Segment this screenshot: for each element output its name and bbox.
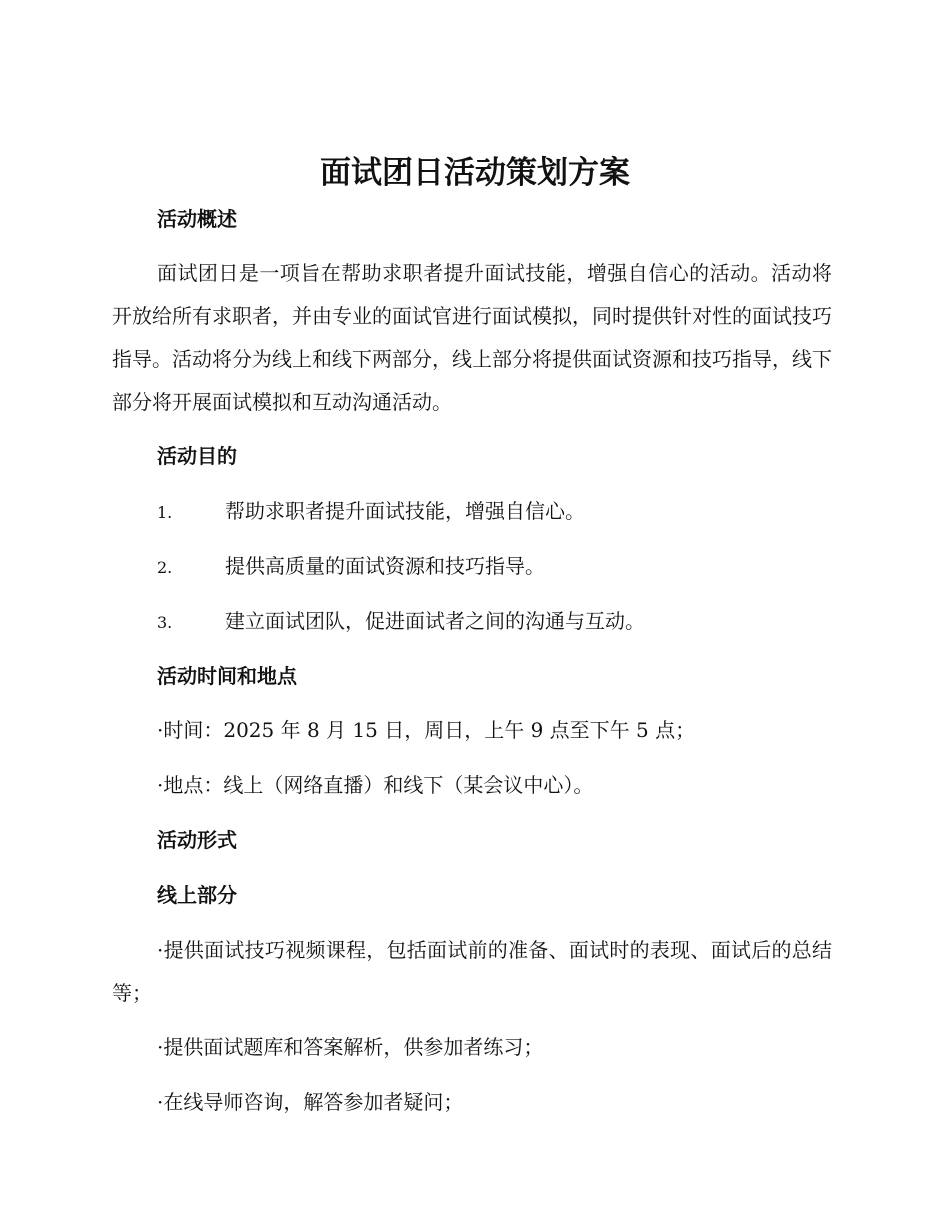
online-item-text: 在线导师咨询，解答参加者疑问； [163,1090,464,1114]
list-number: 1. [157,503,173,522]
purpose-list-item [157,607,645,637]
list-number: 2. [157,558,173,577]
list-number: 3. [157,613,173,632]
document-title: 面试团日活动策划方案 [320,155,630,191]
list-item-text: 帮助求职者提升面试技能，增强自信心。 [225,499,585,523]
purpose-list-item [157,552,545,582]
overview-paragraph: 面试团日是一项旨在帮助求职者提升面试技能，增强自信心的活动。活动将开放给所有求职者，并由专业的面试官进行面试模拟，同时提供针对性的面试技巧指导。活动将分为线上和线下两部分，线上部分将提供面试资源和技巧指导，线下部分将开展面试模拟和互动沟通活动。 [112,261,832,414]
section-heading-purpose: 活动目的 [157,444,237,468]
online-item-text: 提供面试技巧视频课程，包括面试前的准备、面试时的表现、面试后的总结等； [112,938,832,1005]
bullet-glyph: · [157,1035,164,1059]
section-heading-format: 活动形式 [157,828,237,852]
place-text: 地点：线上（网络直播）和线下（某会议中心）。 [163,773,594,797]
purpose-list-item [157,497,585,527]
list-item-text: 建立面试团队，促进面试者之间的沟通与互动。 [225,609,645,633]
bullet-glyph: · [157,1090,164,1114]
section-heading-online: 线上部分 [157,883,237,907]
time-item [157,716,695,744]
place-item [157,771,593,799]
online-bullet-paragraph [112,929,832,1015]
section-heading-time-place: 活动时间和地点 [157,664,297,688]
bullet-glyph: · [157,938,164,962]
list-item-text: 提供高质量的面试资源和技巧指导。 [225,554,545,578]
time-text: 时间：2025 年 8 月 15 日，周日，上午 9 点至下午 5 点； [163,718,696,742]
bullet-glyph: · [157,773,164,797]
bullet-glyph: · [157,718,164,742]
section-heading-overview: 活动概述 [157,207,237,231]
online-item-text: 提供面试题库和答案解析，供参加者练习； [163,1035,544,1059]
online-bullet-item [157,1088,463,1116]
online-bullet-item [157,1033,543,1061]
